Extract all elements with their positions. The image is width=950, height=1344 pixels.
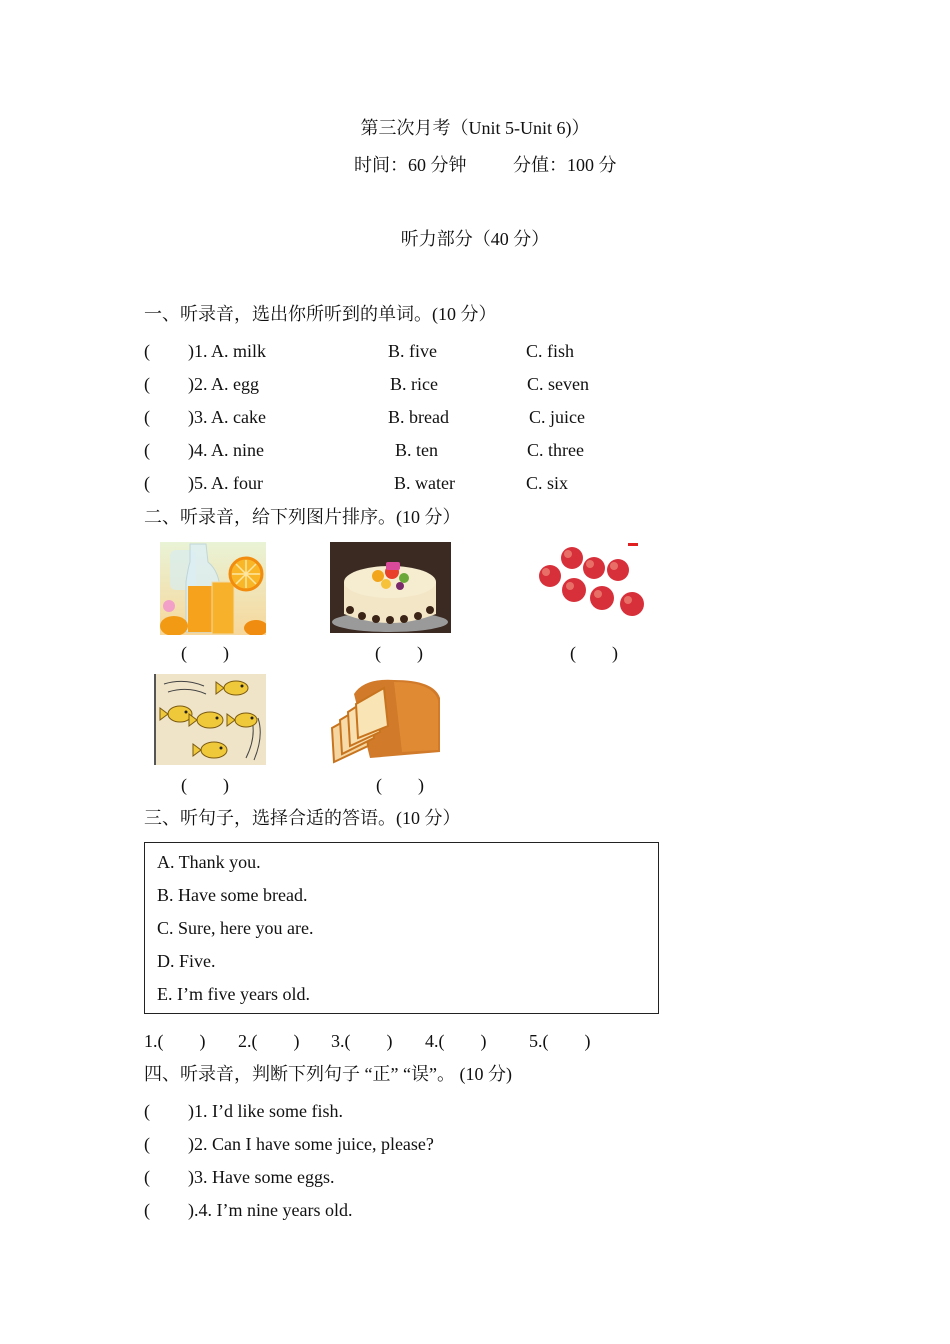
option-c: C. three: [527, 440, 584, 460]
answer-paren-open: (: [144, 1200, 150, 1220]
question-text: )5. A. four: [188, 473, 263, 493]
cake-image: [330, 542, 451, 633]
answer-option: B. Have some bread.: [157, 885, 308, 905]
picture-answer-blank: ( ): [181, 775, 229, 795]
apples-image: [532, 540, 650, 624]
answer-paren-open: (: [144, 407, 150, 427]
answer-paren-open: (: [144, 374, 150, 394]
listening-part-title: 听力部分（40 分）: [400, 229, 550, 249]
picture-answer-blank: ( ): [570, 643, 618, 663]
answer-blank: 4.( ): [425, 1031, 487, 1051]
answer-blank: 3.( ): [331, 1031, 393, 1051]
section4-heading: 四、听录音，判断下列句子 “正” “误”。 (10 分): [144, 1064, 512, 1084]
answer-paren-open: (: [144, 440, 150, 460]
section3-heading: 三、听句子，选择合适的答语。(10 分）: [144, 808, 461, 828]
answer-paren-open: (: [144, 341, 150, 361]
option-c: C. juice: [529, 407, 585, 427]
picture-answer-blank: ( ): [181, 643, 229, 663]
question-text: )3. A. cake: [188, 407, 266, 427]
statement-text: )2. Can I have some juice, please?: [188, 1134, 434, 1154]
section1-heading: 一、听录音，选出你所听到的单词。(10 分）: [144, 304, 497, 324]
bread-image: [324, 676, 442, 764]
answer-paren-open: (: [144, 1167, 150, 1187]
option-c: C. fish: [526, 341, 575, 361]
answer-option: A. Thank you.: [157, 852, 261, 872]
option-c: C. six: [526, 473, 569, 493]
option-b: B. water: [394, 473, 455, 493]
answer-option: E. I’m five years old.: [157, 984, 310, 1004]
answer-paren-open: (: [144, 1134, 150, 1154]
answer-option: C. Sure, here you are.: [157, 918, 314, 938]
picture-answer-blank: ( ): [375, 643, 423, 663]
exam-score: 分值：100 分: [513, 155, 617, 175]
answer-option: D. Five.: [157, 951, 216, 971]
question-text: )1. A. milk: [188, 341, 267, 361]
question-text: )2. A. egg: [188, 374, 259, 394]
answer-blank: 5.( ): [529, 1031, 591, 1051]
orange-juice-image: [160, 542, 266, 635]
statement-text: ).4. I’m nine years old.: [188, 1200, 353, 1220]
option-c: C. seven: [527, 374, 589, 394]
picture-answer-blank: ( ): [376, 775, 424, 795]
option-b: B. ten: [395, 440, 438, 460]
exam-time: 时间：60 分钟: [354, 155, 467, 175]
question-text: )4. A. nine: [188, 440, 264, 460]
option-b: B. five: [388, 341, 437, 361]
option-b: B. bread: [388, 407, 449, 427]
section2-heading: 二、听录音，给下列图片排序。(10 分）: [144, 507, 461, 527]
statement-text: )3. Have some eggs.: [188, 1167, 335, 1187]
answer-blank: 1.( ): [144, 1031, 206, 1051]
page-title: 第三次月考（Unit 5-Unit 6)）: [360, 118, 590, 138]
answer-paren-open: (: [144, 473, 150, 493]
answer-blank: 2.( ): [238, 1031, 300, 1051]
statement-text: )1. I’d like some fish.: [188, 1101, 343, 1121]
fish-image: [154, 674, 266, 765]
option-b: B. rice: [390, 374, 438, 394]
answer-paren-open: (: [144, 1101, 150, 1121]
